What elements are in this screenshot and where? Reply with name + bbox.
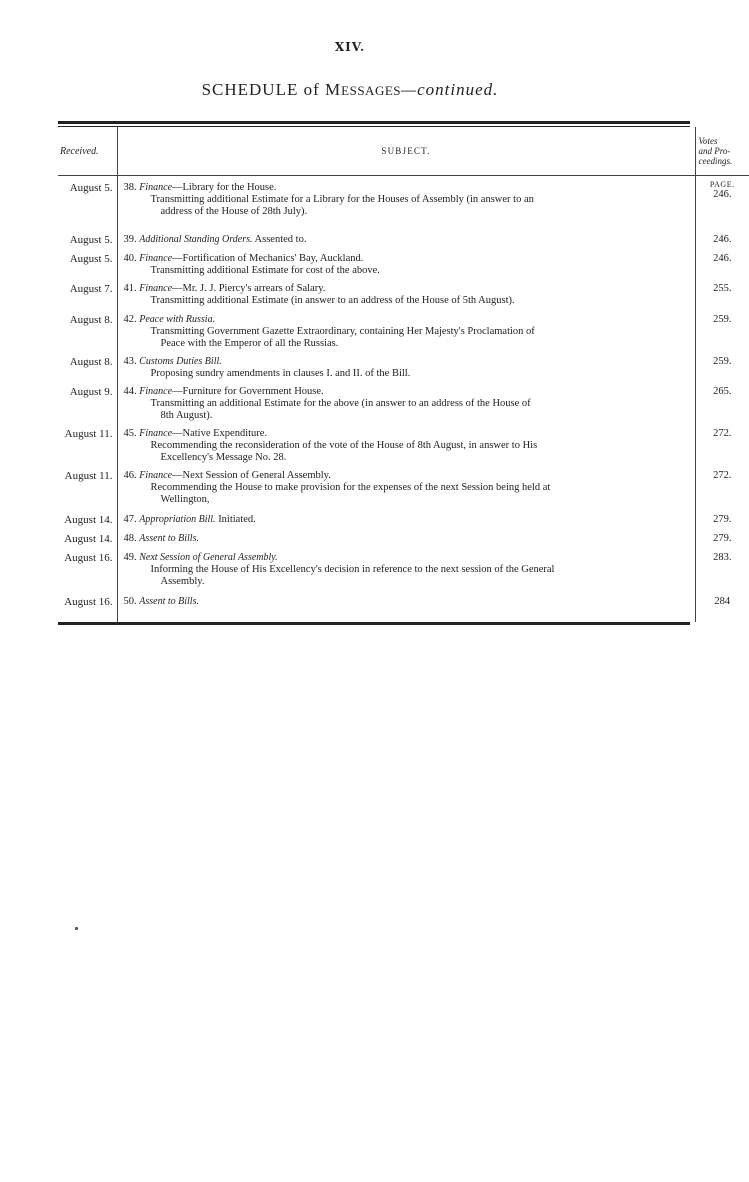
table-header-row [58, 127, 749, 176]
table-row [58, 310, 749, 352]
row-detail: Transmitting additional Estimate for a Library for the Houses of Assembly (in answer to an [150, 194, 534, 205]
schedule-table [58, 127, 749, 622]
row-heading [124, 386, 689, 398]
row-heading [124, 533, 689, 545]
row-page: 284 [714, 595, 731, 607]
bottom-rule [58, 622, 690, 625]
row-date: August 11. [64, 427, 113, 440]
header-votes-line3: ceedings. [698, 156, 733, 166]
table-row [58, 510, 749, 529]
row-page: 272. [713, 469, 732, 481]
row-title: —Next Session of General Assembly. [172, 469, 331, 481]
table-row [58, 592, 749, 622]
header-votes-line1: Votes [698, 136, 718, 146]
row-head: Finance [139, 252, 173, 264]
row-head: Next Session of General Assembly. [139, 551, 278, 563]
title-main: SCHEDULE [201, 80, 299, 99]
table-row [58, 466, 749, 510]
row-number: 43. [123, 355, 137, 367]
row-date: August 9. [69, 385, 113, 398]
row-title: —Native Expenditure. [172, 427, 268, 439]
row-detail: Transmitting Government Gazette Extraordinary, containing Her Majesty's Proclamation of [150, 325, 535, 337]
row-number: 49. [123, 551, 137, 563]
row-page: 259. [713, 313, 732, 325]
row-heading [124, 283, 689, 295]
row-title: Initiated. [218, 513, 256, 525]
row-title: —Library for the House. [172, 182, 277, 193]
row-detail-continued: Peace with the Emperor of all the Russias. [160, 337, 339, 349]
row-heading [124, 596, 689, 608]
header-subject: SUBJECT. [117, 127, 695, 176]
table-row [58, 230, 749, 249]
row-page: 246. [713, 233, 732, 245]
row-date: August 16. [64, 595, 113, 608]
row-date: August 14. [64, 513, 113, 526]
table-row [58, 352, 749, 382]
header-votes-line2: and Pro- [698, 146, 731, 156]
stray-mark [75, 927, 78, 930]
row-detail-continued: 8th August). [160, 409, 213, 421]
row-title: Assented to. [254, 233, 307, 245]
table-row [58, 279, 749, 310]
header-votes [695, 127, 749, 176]
title-rest: ESSAGES [341, 83, 402, 98]
row-page: 272. [713, 427, 732, 439]
row-date: August 16. [64, 551, 113, 564]
row-head: Assent to Bills. [139, 595, 199, 607]
row-heading [124, 552, 689, 564]
row-detail-continued: address of the House of 28th July). [160, 206, 308, 217]
row-date: August 14. [64, 532, 113, 545]
row-page: 283. [713, 551, 732, 563]
table-row [58, 529, 749, 548]
row-heading [124, 356, 689, 368]
row-heading [124, 182, 689, 194]
row-head: Appropriation Bill. [139, 513, 216, 525]
row-detail: Recommending the House to make provision for the expenses of the next Session being held at [150, 481, 551, 493]
row-number: 46. [123, 469, 137, 481]
row-head: Finance [139, 469, 173, 481]
table-row [58, 382, 749, 424]
row-number: 42. [123, 313, 137, 325]
row-number: 39. [123, 233, 137, 245]
row-date: August 8. [69, 355, 113, 368]
table-row [58, 548, 749, 592]
row-head: Customs Duties Bill. [139, 355, 222, 367]
row-number: 41. [123, 282, 137, 294]
page-number: XIV. [334, 40, 366, 54]
row-number: 45. [123, 427, 137, 439]
row-number: 48. [123, 532, 137, 544]
schedule-table-wrap [58, 121, 735, 625]
row-detail: Transmitting additional Estimate (in answer to an address of the House of 5th August). [150, 294, 515, 306]
row-head: Finance [139, 427, 173, 439]
row-heading [124, 253, 689, 265]
page-title [0, 80, 700, 100]
row-date: August 8. [69, 313, 113, 326]
row-detail: Transmitting an additional Estimate for the above (in answer to an address of the House of [150, 397, 531, 409]
row-page: 259. [713, 355, 732, 367]
row-number: 38. [123, 182, 137, 193]
row-head: Assent to Bills. [139, 532, 199, 544]
row-date: August 5. [69, 182, 113, 194]
title-of: of [303, 80, 320, 99]
row-page: 246. [713, 252, 732, 264]
row-title: —Furniture for Government House. [172, 385, 324, 397]
row-heading [124, 234, 689, 246]
header-received: Received. [58, 127, 117, 176]
row-title: —Fortification of Mechanics' Bay, Auckland. [172, 252, 364, 264]
row-detail-continued: Wellington, [160, 493, 210, 505]
row-heading [124, 514, 689, 526]
row-detail: Transmitting additional Estimate for cost of the above. [150, 264, 380, 276]
table-row [58, 424, 749, 466]
row-detail: Recommending the reconsideration of the vote of the House of 8th August, in answer to His [150, 439, 538, 451]
row-number: 44. [123, 385, 137, 397]
row-number: 50. [123, 595, 137, 607]
row-head: Peace with Russia. [139, 313, 216, 325]
row-heading [124, 428, 689, 440]
row-heading [124, 314, 689, 326]
row-page: 279. [713, 532, 732, 544]
row-head: Finance [139, 385, 173, 397]
row-date: August 11. [64, 469, 113, 482]
row-head: Finance [139, 282, 173, 294]
row-page: 255. [713, 282, 732, 294]
row-title: —Mr. J. J. Piercy's arrears of Salary. [172, 282, 326, 294]
row-head: Finance [139, 182, 173, 193]
row-detail-continued: Excellency's Message No. 28. [160, 451, 287, 463]
row-heading [124, 470, 689, 482]
row-date: August 5. [69, 252, 113, 265]
row-head: Additional Standing Orders. [139, 233, 253, 245]
row-page: 279. [713, 513, 732, 525]
row-number: 40. [123, 252, 137, 264]
page-label: PAGE. [709, 180, 735, 189]
row-number: 47. [123, 513, 137, 525]
row-date: August 7. [69, 282, 113, 295]
row-detail: Informing the House of His Excellency's decision in reference to the next session of the General [150, 563, 555, 575]
table-row [58, 249, 749, 279]
row-page: 265. [713, 385, 732, 397]
row-detail: Proposing sundry amendments in clauses I. and II. of the Bill. [150, 367, 411, 379]
title-m: M [325, 80, 342, 99]
title-continued: —continued. [401, 80, 499, 99]
row-date: August 5. [69, 233, 113, 246]
table-row [58, 176, 749, 230]
row-detail-continued: Assembly. [160, 575, 205, 587]
row-page: 246. [713, 189, 732, 200]
